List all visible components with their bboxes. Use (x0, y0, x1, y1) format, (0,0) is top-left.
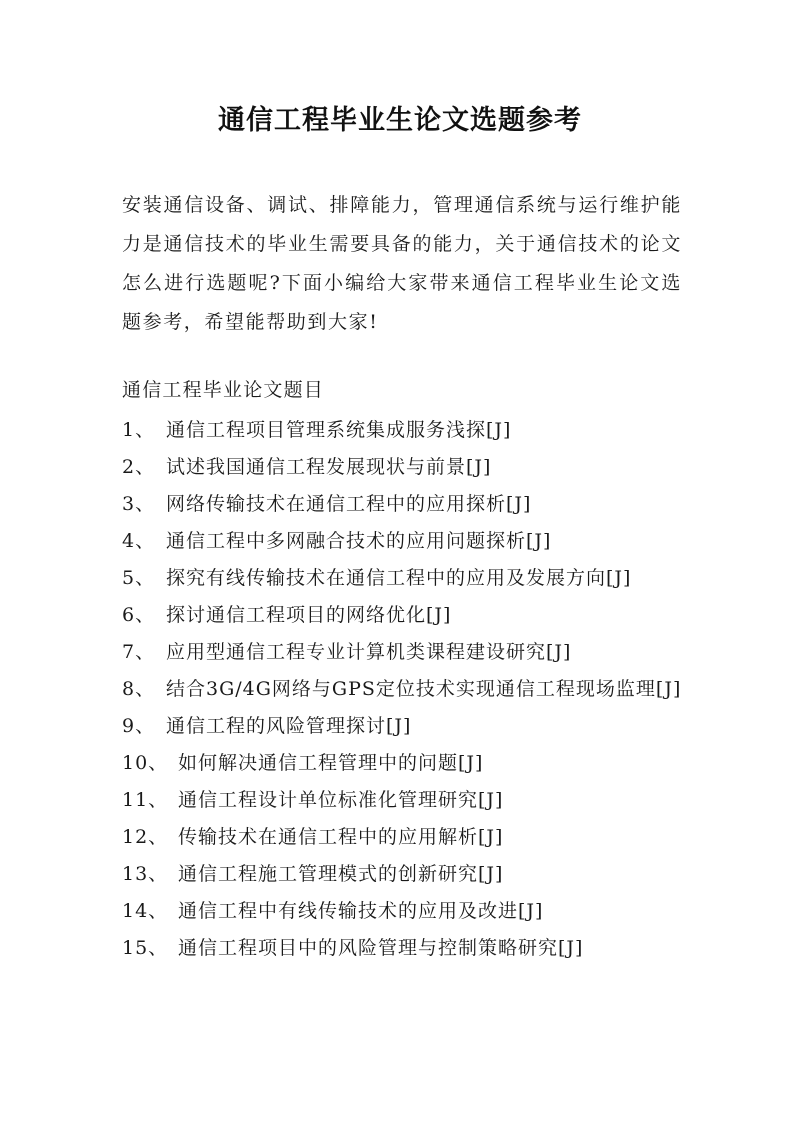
topic-number: 13、 (122, 863, 169, 885)
topic-item (122, 856, 682, 893)
topic-title: 通信工程的风险管理探讨[J] (166, 715, 412, 737)
topic-list-heading: 通信工程毕业论文题目 (122, 379, 325, 401)
topic-number: 6、 (122, 604, 156, 626)
topic-item (122, 634, 682, 671)
topic-number: 7、 (122, 641, 156, 663)
topic-item (122, 486, 682, 523)
topic-item (122, 745, 682, 782)
topic-number: 5、 (122, 567, 156, 589)
topic-title: 通信工程中多网融合技术的应用问题探析[J] (166, 530, 552, 552)
topic-title: 应用型通信工程专业计算机类课程建设研究[J] (166, 641, 572, 663)
topic-title: 探讨通信工程项目的网络优化[J] (166, 604, 452, 626)
topic-number: 3、 (122, 493, 156, 515)
topic-item (122, 930, 682, 967)
topic-title: 通信工程设计单位标准化管理研究[J] (178, 789, 504, 811)
topic-number: 15、 (122, 937, 169, 959)
topic-item (122, 782, 682, 819)
topic-number: 9、 (122, 715, 156, 737)
topic-title: 结合3G/4G网络与GPS定位技术实现通信工程现场监理[J] (166, 678, 682, 700)
topic-item (122, 597, 682, 634)
topic-number: 2、 (122, 456, 156, 478)
topic-list (122, 412, 682, 967)
topic-number: 12、 (122, 826, 169, 848)
topic-item (122, 523, 682, 560)
topic-number: 1、 (122, 419, 156, 441)
topic-title: 通信工程项目中的风险管理与控制策略研究[J] (178, 937, 584, 959)
intro-paragraph: 安装通信设备、调试、排障能力，管理通信系统与运行维护能力是通信技术的毕业生需要具备的能力，关于通信技术的论文怎么进行选题呢?下面小编给大家带来通信工程毕业生论文选题参考，希望能帮助到大家! (122, 194, 682, 333)
topic-title: 网络传输技术在通信工程中的应用探析[J] (166, 493, 532, 515)
topic-title: 通信工程施工管理模式的创新研究[J] (178, 863, 504, 885)
topic-title: 试述我国通信工程发展现状与前景[J] (166, 456, 492, 478)
topic-title: 通信工程中有线传输技术的应用及改进[J] (178, 900, 544, 922)
topic-number: 11、 (122, 789, 169, 811)
topic-title: 如何解决通信工程管理中的问题[J] (178, 752, 484, 774)
topic-item (122, 893, 682, 930)
topic-number: 10、 (122, 752, 169, 774)
topic-item (122, 560, 682, 597)
topic-item (122, 449, 682, 486)
topic-title: 探究有线传输技术在通信工程中的应用及发展方向[J] (166, 567, 632, 589)
topic-title: 传输技术在通信工程中的应用解析[J] (178, 826, 504, 848)
topic-item (122, 708, 682, 745)
topic-item (122, 671, 682, 708)
topic-number: 8、 (122, 678, 156, 700)
topic-item (122, 819, 682, 856)
topic-title: 通信工程项目管理系统集成服务浅探[J] (166, 419, 512, 441)
topic-number: 14、 (122, 900, 169, 922)
document-title: 通信工程毕业生论文选题参考 (218, 105, 582, 136)
topic-item (122, 412, 682, 449)
topic-number: 4、 (122, 530, 156, 552)
